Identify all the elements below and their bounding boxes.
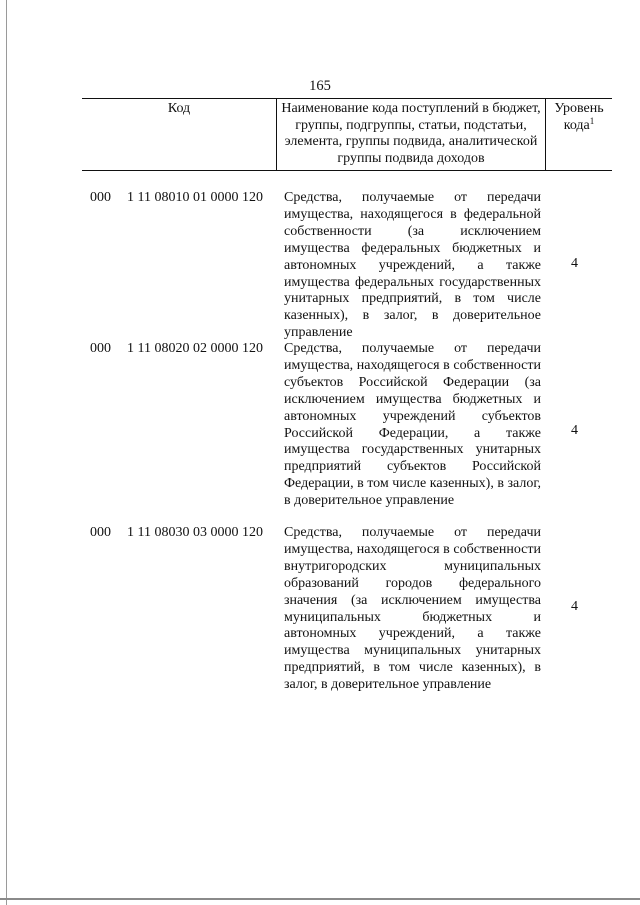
header-code-cell (82, 99, 277, 171)
header-code-label: Код (167, 101, 191, 116)
row-code: 1 11 08030 03 0000 120 (127, 525, 263, 540)
row-prefix: 000 (90, 525, 111, 540)
row-prefix: 000 (90, 190, 111, 205)
row-level: 4 (571, 599, 578, 614)
row-level: 4 (571, 256, 578, 271)
header-level-footnote: 1 (589, 115, 595, 126)
row-description: Средства, получаемые от передачи имущества, находящегося в собственности субъектов Российской Федерации (за исключением имущества бюджетных и автономных учреждений субъектов Российской Федерации, а также имущества государственных унитарных предприятий субъектов Российской Федерации, в том числе казенных), в залог, в доверительное управление (284, 341, 541, 509)
page-number: 165 (309, 78, 331, 94)
scan-edge-left (6, 0, 7, 905)
header-name-label: Наименование кода поступлений в бюджет, группы, подгруппы, статьи, подстатьи, элемента, группы подвида, аналитической группы подвида доходов (281, 101, 541, 166)
header-level-label: Уровень кода (554, 101, 604, 133)
row-description: Средства, получаемые от передачи имущества, находящегося в собственности внутригородских муниципальных образований городов федерального значения (за исключением имущества муниципальных бюджетных и автономных учреждений, а также имущества муниципальных унитарных предприятий, в том числе казенных), в залог, в доверительное управление (284, 525, 541, 693)
header-row (82, 99, 612, 171)
header-name-cell (277, 99, 546, 171)
header-level-cell (546, 99, 613, 171)
row-code: 1 11 08010 01 0000 120 (127, 190, 263, 205)
row-level: 4 (571, 423, 578, 438)
scan-edge-bottom (0, 898, 640, 900)
row-prefix: 000 (90, 341, 111, 356)
row-code: 1 11 08020 02 0000 120 (127, 341, 263, 356)
row-description: Средства, получаемые от передачи имущества, находящегося в федеральной собственности (за исключением имущества федеральных бюджетных и автономных учреждений, а также имущества федеральных государственных унитарных предприятий, в том числе казенных), в залог, в доверительное управление (284, 190, 541, 341)
header-table (82, 98, 612, 171)
